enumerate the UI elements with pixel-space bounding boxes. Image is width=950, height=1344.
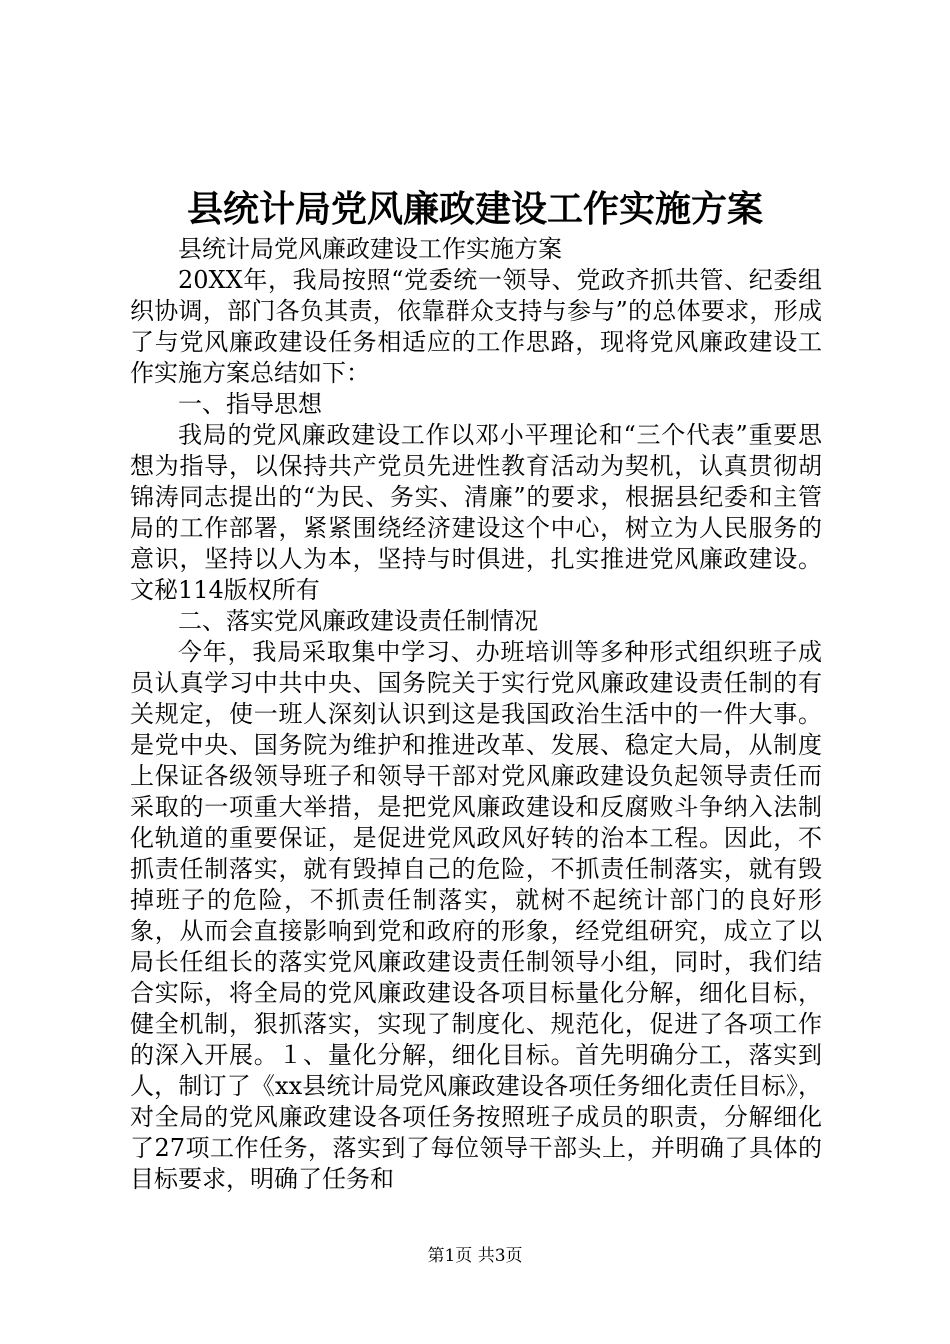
section-heading-2: 二、落实党风廉政建设责任制情况 bbox=[178, 607, 538, 635]
paragraph-intro: 20XX年，我局按照“党委统一领导、党政齐抓共管、纪委组织协调，部门各负其责，依靠群众支持与参与”的总体要求，形成了与党风廉政建设任务相适应的工作思路，现将党风廉政建设工作实施方案总结如下： bbox=[130, 266, 822, 387]
paragraph-responsibility: 今年，我局采取集中学习、办班培训等多种形式组织班子成员认真学习中共中央、国务院关于实行党风廉政建设责任制的有关规定，使一班人深刻认识到这是我国政治生活中的一件大事。是党中央、国务院为维护和推进改革、发展、稳定大局，从制度上保证各级领导班子和领导干部对党风廉政建设负起领导责任而采取的一项重大举措，是把党风廉政建设和反腐败斗争纳入法制化轨道的重要保证，是促进党风政风好转的治本工程。因此，不抓责任制落实，就有毁掉自己的危险，不抓责任制落实，就有毁掉班子的危险，不抓责任制落实，就树不起统计部门的良好形象，从而会直接影响到党和政府的形象，经党组研究，成立了以局长任组长的落实党风廉政建设责任制领导小组，同时，我们结合实际，将全局的党风廉政建设各项目标量化分解，细化目标，健全机制，狠抓落实，实现了制度化、规范化，促进了各项工作的深入开展。１、量化分解，细化目标。首先明确分工，落实到人，制订了《xx县统计局党风廉政建设各项任务细化责任目标》，对全局的党风廉政建设各项任务按照班子成员的职责，分解细化了27项工作任务，落实到了每位领导干部头上，并明确了具体的目标要求，明确了任务和 bbox=[130, 638, 822, 1193]
document-title: 县统计局党风廉政建设工作实施方案 bbox=[186, 188, 763, 230]
paragraph-subtitle: 县统计局党风廉政建设工作实施方案 bbox=[178, 235, 562, 263]
section-heading-1: 一、指导思想 bbox=[178, 390, 322, 418]
document-body bbox=[130, 234, 822, 1195]
paragraph-guiding-thought: 我局的党风廉政建设工作以邓小平理论和“三个代表”重要思想为指导，以保持共产党员先进性教育活动为契机，认真贯彻胡锦涛同志提出的“为民、务实、清廉”的要求，根据县纪委和主管局的工作部署，紧紧围绕经济建设这个中心，树立为人民服务的意识，坚持以人为本，坚持与时俱进，扎实推进党风廉政建设。文秘114版权所有 bbox=[130, 421, 822, 604]
page-footer: 第1页 共3页 bbox=[427, 1246, 523, 1266]
